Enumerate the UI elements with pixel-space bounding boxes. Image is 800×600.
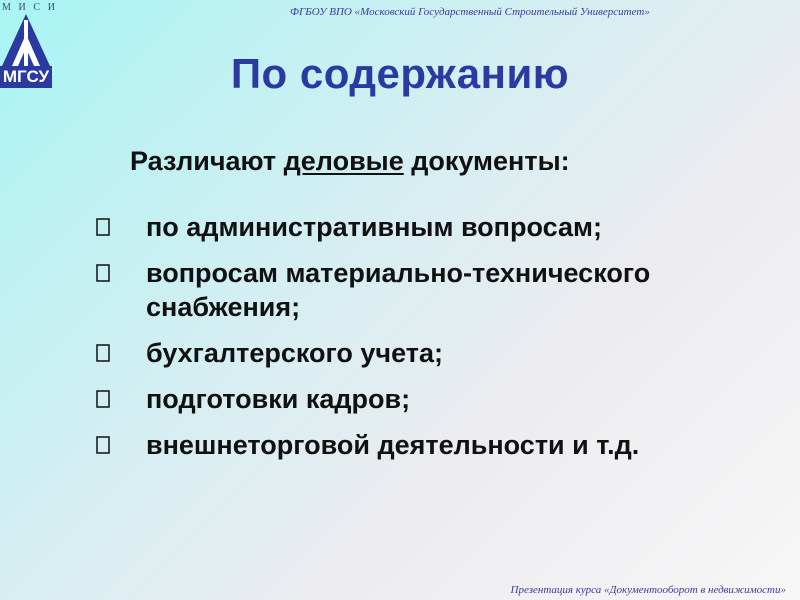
bullet-marker-icon xyxy=(96,436,110,454)
bullet-list xyxy=(96,210,786,474)
subtitle-prefix: Различают xyxy=(130,146,284,176)
bullet-text: внешнеторговой деятельности и т.д. xyxy=(146,430,640,460)
subtitle-underlined-word: деловые xyxy=(283,146,404,176)
logo-letter: С xyxy=(33,2,42,13)
footer-caption: Презентация курса «Документооборот в недвижимости» xyxy=(510,584,786,596)
logo-letter: М xyxy=(2,2,12,13)
subtitle-suffix: документы: xyxy=(403,146,570,176)
bullet-text: подготовки кадров; xyxy=(146,384,411,414)
bullet-item xyxy=(96,336,786,370)
logo-text: МГСУ xyxy=(0,66,52,88)
bullet-item xyxy=(96,256,786,324)
bullet-marker-icon xyxy=(96,390,110,408)
slide-subtitle xyxy=(130,146,570,177)
bullet-marker-icon xyxy=(96,218,110,236)
bullet-item xyxy=(96,428,786,462)
bullet-item xyxy=(96,210,786,244)
logo-letter: И xyxy=(18,2,27,13)
bullet-text: по административным вопросам; xyxy=(146,212,602,242)
bullet-text: бухгалтерского учета; xyxy=(146,338,443,368)
slide-title: По содержанию xyxy=(230,50,570,97)
bullet-marker-icon xyxy=(96,264,110,282)
logo-letter: И xyxy=(47,2,56,13)
organization-header: ФГБОУ ВПО «Московский Государственный Строительный Университет» xyxy=(290,6,650,18)
bullet-item xyxy=(96,382,786,416)
bullet-text: вопросам материально-технического снабжения; xyxy=(146,258,651,322)
bullet-marker-icon xyxy=(96,344,110,362)
